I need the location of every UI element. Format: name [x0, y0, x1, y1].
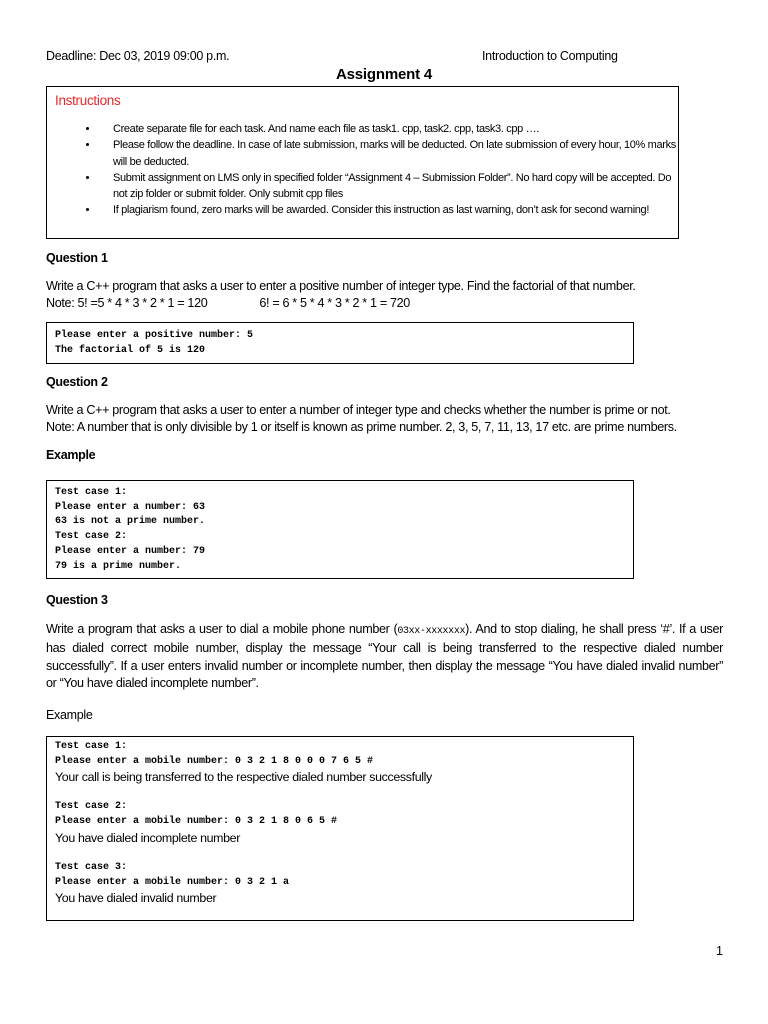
question-1-note-line	[46, 295, 723, 312]
deadline: Deadline: Dec 03, 2019 09:00 p.m.	[46, 49, 230, 63]
question-1-output-box	[46, 322, 634, 364]
list-item: • Create separate file for each task. And name each file as task1. cpp, task2. cpp, task3. cpp ….	[99, 121, 679, 137]
course-name: Introduction to Computing	[482, 49, 618, 63]
test-case-input: Please enter a mobile number: 0 3 2 1 8 0 0 0 7 6 5 #	[55, 755, 374, 767]
output-line: 79 is a prime number.	[55, 560, 182, 572]
output-line: Please enter a number: 63	[55, 501, 206, 513]
question-3-prompt-start: Write a program that asks a user to dial a mobile phone number (	[46, 622, 398, 636]
output-line: Test case 2:	[55, 531, 128, 543]
test-case-label: Test case 2:	[55, 801, 128, 813]
test-case-result: You have dialed incomplete number	[55, 830, 240, 845]
question-2-prompt: Write a C++ program that asks a user to enter a number of integer type and checks whether the number is prime or not.	[46, 403, 671, 417]
question-2-output-box	[46, 480, 634, 579]
question-1-note: Note: 5! =5 * 4 * 3 * 2 * 1 = 120	[46, 296, 208, 311]
question-1-prompt: Write a C++ program that asks a user to enter a positive number of integer type. Find the factorial of that number.	[46, 279, 636, 293]
instructions-heading: Instructions	[55, 93, 121, 108]
test-case-result: You have dialed invalid number	[55, 891, 217, 906]
question-2-text	[46, 402, 723, 437]
instructions-box	[46, 86, 679, 239]
list-item: • Submit assignment on LMS only in specified folder “Assignment 4 – Submission Folder”. No hard copy will be accepted. Do not zip folder or submit folder. Only submit cpp files	[99, 170, 679, 203]
question-1-note2: 6! = 6 * 5 * 4 * 3 * 2 * 1 = 720	[259, 296, 410, 311]
test-case-input: Please enter a mobile number: 0 3 2 1 8 0 6 5 #	[55, 816, 338, 828]
list-item: • If plagiarism found, zero marks will be awarded. Consider this instruction as last warning, don’t ask for second warning!	[99, 202, 679, 218]
question-3-example-label: Example	[46, 708, 93, 722]
phone-format: 03xx-xxxxxxx	[397, 626, 466, 637]
page-number: 1	[716, 944, 723, 958]
test-case-label: Test case 3:	[55, 861, 128, 873]
question-2-heading: Question 2	[46, 375, 108, 389]
question-3-prompt-end: ). And to stop dialing, he shall press ‘#’. If a user has dialed correct mobile number, display the message “Your call is being transferred to the respective dialed number successfully”. If a user enters invalid number or incomplete number, then display the message “You have dialed invalid number” or “You have dialed incomplete number”.	[46, 622, 723, 690]
question-3-output-box	[46, 736, 634, 921]
question-3-heading: Question 3	[46, 593, 108, 607]
output-line: Please enter a positive number: 5	[55, 330, 254, 341]
question-2-note: Note: A number that is only divisible by 1 or itself is known as prime number. 2, 3, 5, 7, 11, 13, 17 etc. are prime numbers.	[46, 420, 677, 435]
test-case-result: Your call is being transferred to the respective dialed number successfully	[55, 770, 432, 785]
question-1-heading: Question 1	[46, 251, 108, 265]
test-case-label: Test case 1:	[55, 741, 128, 752]
question-2-example-label: Example	[46, 448, 96, 462]
page-title: Assignment 4	[336, 66, 432, 83]
question-1-text	[46, 278, 723, 313]
output-line: The factorial of 5 is 120	[55, 344, 206, 356]
output-line: 63 is not a prime number.	[55, 516, 206, 528]
output-line: Test case 1:	[55, 487, 128, 498]
output-line: Please enter a number: 79	[55, 545, 206, 557]
test-case-input: Please enter a mobile number: 0 3 2 1 a	[55, 876, 290, 888]
question-3-text	[46, 621, 723, 692]
instructions-list	[47, 121, 679, 219]
list-item: • Please follow the deadline. In case of late submission, marks will be deducted. On late submission of every hour, 10% marks will be deducted.	[99, 137, 679, 170]
